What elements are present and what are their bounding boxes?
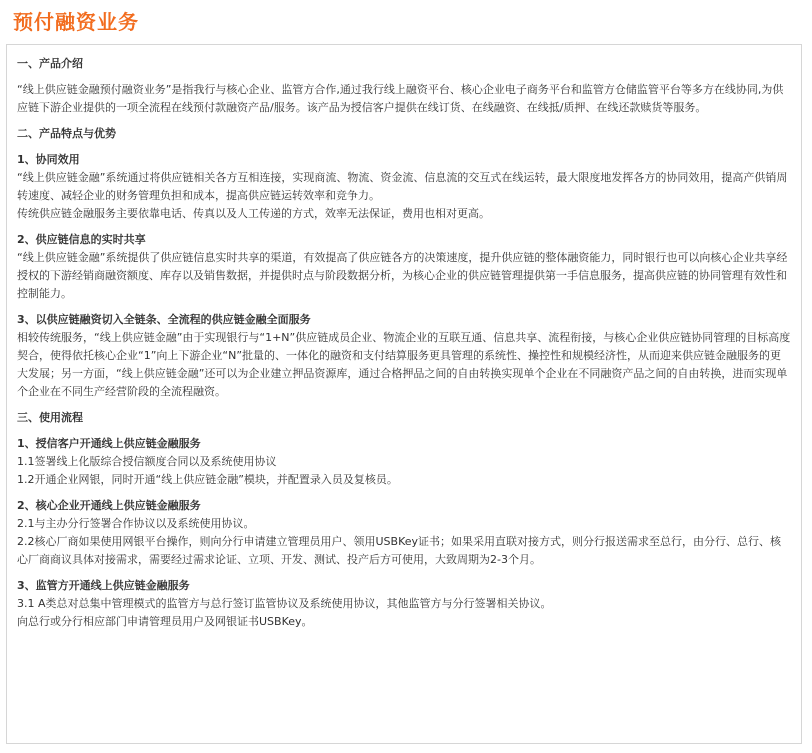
process-step: 1.1签署线上化版综合授信额度合同以及系统使用协议 [17, 455, 277, 468]
process-step: 向总行或分行相应部门申请管理员用户及网银证书USBKey。 [17, 615, 313, 628]
content-panel [6, 44, 802, 744]
feature-text: “线上供应链金融”系统通过将供应链相关各方互相连接，实现商流、物流、资金流、信息流的交互式在线运转，最大限度地发挥各方的协同效用，提高产供销周转速度、减轻企业的财务管理负担和成本，提高供应链运转效率和竞争力。 [17, 171, 788, 202]
process-step: 2.1与主办分行签署合作协议以及系统使用协议。 [17, 517, 255, 530]
process-title: 2、核心企业开通线上供应链金融服务 [17, 499, 201, 512]
section-heading-intro: 一、产品介绍 [17, 57, 83, 70]
page-title: 预付融资业务 [13, 10, 139, 34]
section-heading-process: 三、使用流程 [17, 411, 83, 424]
feature-title: 1、协同效用 [17, 153, 80, 166]
process-title: 3、监管方开通线上供应链金融服务 [17, 579, 190, 592]
feature-text: 相较传统服务，“线上供应链金融”由于实现银行与“1+N”供应链成员企业、物流企业的互联互通、信息共享、流程衔接，与核心企业供应链协同管理的目标高度契合，使得依托核心企业“1”向上下游企业“N”批量的、一体化的融资和支付结算服务更具管理的系统性、操控性和规模经济性，从而迎来供应链金融服务的更大发展；另一方面，“线上供应链金融”还可以为企业建立押品资源库，通过合格押品之间的自由转换实现单个企业在不同融资产品之间的自由转换，进而实现单个企业在不同生产经营阶段的全流程融资。 [17, 331, 791, 398]
process-item [17, 577, 791, 631]
feature-item [17, 311, 791, 401]
feature-text: 传统供应链金融服务主要依靠电话、传真以及人工传递的方式，效率无法保证，费用也相对更高。 [17, 207, 490, 220]
feature-item [17, 151, 791, 223]
process-item [17, 497, 791, 569]
section-heading-features: 二、产品特点与优势 [17, 127, 116, 140]
intro-paragraph: “线上供应链金融预付融资业务”是指我行与核心企业、监管方合作,通过我行线上融资平台、核心企业电子商务平台和监管方仓储监管平台等多方在线协同,为供应链下游企业提供的一项全流程在线预付款融资产品/服务。该产品为授信客户提供在线订货、在线融资、在线抵/质押、在线还款赎货等服务。 [17, 83, 784, 114]
feature-item [17, 231, 791, 303]
process-title: 1、授信客户开通线上供应链金融服务 [17, 437, 201, 450]
feature-title: 3、以供应链融资切入全链条、全流程的供应链金融全面服务 [17, 313, 311, 326]
process-step: 1.2开通企业网银，同时开通“线上供应链金融”模块，并配置录入员及复核员。 [17, 473, 398, 486]
process-step: 2.2核心厂商如果使用网银平台操作，则向分行申请建立管理员用户、领用USBKey证书；如果采用直联对接方式，则分行报送需求至总行，由分行、总行、核心厂商商议具体对接需求，需要经过需求论证、立项、开发、测试、投产后方可使用，大致周期为2-3个月。 [17, 535, 782, 566]
process-step: 3.1 A类总对总集中管理模式的监管方与总行签订监管协议及系统使用协议，其他监管方与分行签署相关协议。 [17, 597, 552, 610]
feature-text: “线上供应链金融”系统提供了供应链信息实时共享的渠道，有效提高了供应链各方的决策速度，提升供应链的整体融资能力，同时银行也可以向核心企业共享经授权的下游经销商融资额度、库存以及销售数据，并提供时点与阶段数据分析，为核心企业的供应链管理提供第一手信息服务，提高供应链的协同管理有效性和控制能力。 [17, 251, 788, 300]
feature-title: 2、供应链信息的实时共享 [17, 233, 146, 246]
process-item [17, 435, 791, 489]
